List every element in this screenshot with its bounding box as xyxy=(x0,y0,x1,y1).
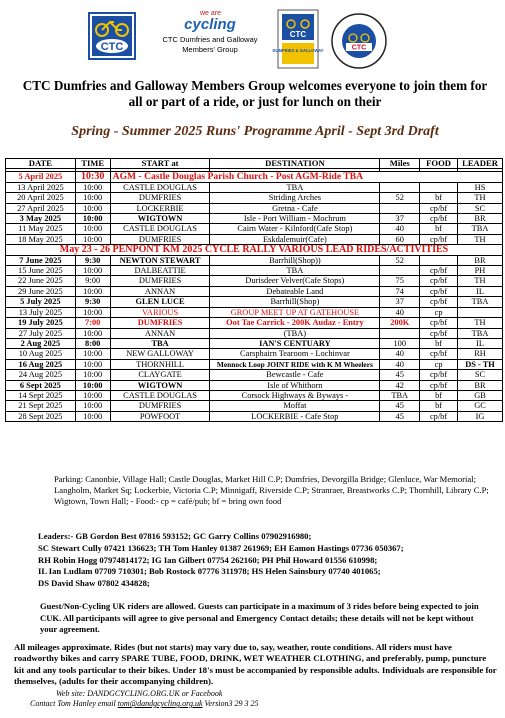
cell-date: 7 June 2025 xyxy=(6,255,76,265)
cell-time: 10:00 xyxy=(75,203,110,213)
leaders-line: DS David Shaw 07802 434828; xyxy=(38,578,150,589)
cell-time: 10:00 xyxy=(75,286,110,296)
cell-destination: Debateable Land xyxy=(210,286,380,296)
cell-leader: GB xyxy=(458,390,503,400)
cell-time: 10:30 xyxy=(75,172,110,182)
cell-time: 9:30 xyxy=(75,255,110,265)
cell-miles: 40 xyxy=(380,349,420,359)
cell-date: 5 July 2025 xyxy=(6,297,76,307)
cell-start: DUMFRIES xyxy=(110,193,210,203)
cell-food: cp/bf xyxy=(420,411,458,421)
cell-leader xyxy=(458,307,503,317)
cell-start: TBA xyxy=(110,338,210,348)
table-row xyxy=(6,255,503,265)
cell-leader: TH xyxy=(458,318,503,328)
cell-miles: 45 xyxy=(380,370,420,380)
cell-start: DUMFRIES xyxy=(110,318,210,328)
cell-start: CASTLE DOUGLAS xyxy=(110,390,210,400)
cell-food: cp/bf xyxy=(420,266,458,276)
cell-destination: Eskdalemuir(Cafe) xyxy=(210,234,380,244)
svg-text:DUMFRIES & GALLOWAY: DUMFRIES & GALLOWAY xyxy=(272,48,324,53)
cell-time: 8:00 xyxy=(75,338,110,348)
cell-time: 10:00 xyxy=(75,224,110,234)
runs-programme-table xyxy=(5,158,503,422)
logo-strip xyxy=(0,4,505,76)
cell-destination: Moffat xyxy=(210,401,380,411)
leaders-line: IL Ian Ludlam 07709 710301; Bob Rostock 07776 311978; HS Helen Sainsbury 07740 401065; xyxy=(38,566,381,577)
cell-destination: LOCKERBIE - Cafe Stop xyxy=(210,411,380,421)
website-label: Web site: xyxy=(56,689,86,698)
cell-date: 10 Aug 2025 xyxy=(6,349,76,359)
table-row xyxy=(6,401,503,411)
cell-food: cp/bf xyxy=(420,276,458,286)
version-text: Version3 29 3 25 xyxy=(204,699,259,708)
facebook-link[interactable]: Facebook xyxy=(190,689,223,698)
cell-leader: DS - TH xyxy=(458,359,503,369)
cell-start: THORNHILL xyxy=(110,359,210,369)
cell-food: bf xyxy=(420,390,458,400)
cell-miles: 45 xyxy=(380,411,420,421)
cell-miles: 45 xyxy=(380,401,420,411)
cell-start: ANNAN xyxy=(110,328,210,338)
contact-label: Contact Tom Hanley email xyxy=(30,699,116,708)
cell-destination: Mennock Loop JOINT RIDE with K M Wheelers xyxy=(210,359,380,369)
cell-date: 27 July 2025 xyxy=(6,328,76,338)
table-row xyxy=(6,276,503,286)
cell-food: cp/bf xyxy=(420,328,458,338)
contact-footer xyxy=(30,689,470,709)
cell-start: GLEN LUCE xyxy=(110,297,210,307)
cell-food: bf xyxy=(420,193,458,203)
cell-time: 10:00 xyxy=(75,411,110,421)
table-row xyxy=(6,411,503,421)
cell-start: DALBEATTIE xyxy=(110,266,210,276)
col-header-miles: Miles xyxy=(380,159,420,169)
cell-destination: Isle of Whithorn xyxy=(210,380,380,390)
col-header-food: FOOD xyxy=(420,159,458,169)
cell-destination: TBA xyxy=(210,182,380,192)
cell-date: 19 July 2025 xyxy=(6,318,76,328)
cell-date: 6 Sept 2025 xyxy=(6,380,76,390)
cell-date: 11 May 2025 xyxy=(6,224,76,234)
svg-text:CTC: CTC xyxy=(289,30,307,39)
svg-text:CTC: CTC xyxy=(351,44,367,52)
or-text: or xyxy=(181,689,189,698)
cell-date: 3 May 2025 xyxy=(6,214,76,224)
cell-destination: Bewcastle - Cafe xyxy=(210,370,380,380)
cell-start: LOCKERBIE xyxy=(110,203,210,213)
table-header-row xyxy=(6,159,503,169)
leaders-line: RH Robin Hogg 07974814172; IG Ian Gilbert 07754 262160; PH Phil Howard 01556 610998; xyxy=(38,554,378,565)
cell-destination: Durisdeer Velver(Cafe Stops) xyxy=(210,276,380,286)
cell-leader: HS xyxy=(458,182,503,192)
cell-food xyxy=(420,255,458,265)
cell-destination: Corsock Highways & Byways - xyxy=(210,390,380,400)
cell-date: 15 June 2025 xyxy=(6,266,76,276)
col-header-time: TIME xyxy=(75,159,110,169)
table-row xyxy=(6,318,503,328)
cell-time: 10:00 xyxy=(75,390,110,400)
cell-food: cp xyxy=(420,359,458,369)
programme-subtitle: Spring - Summer 2025 Runs' Programme April - Sept 3rd Draft xyxy=(71,124,439,139)
cell-miles xyxy=(380,328,420,338)
cell-miles: TBA xyxy=(380,390,420,400)
cell-date: 24 Aug 2025 xyxy=(6,370,76,380)
cell-food: bf xyxy=(420,224,458,234)
cell-destination: Gretna - Cafe xyxy=(210,203,380,213)
table-row xyxy=(6,203,503,213)
cycling-group-logo xyxy=(150,8,270,66)
cell-leader: TH xyxy=(458,276,503,286)
cell-miles: 37 xyxy=(380,297,420,307)
table-row xyxy=(6,370,503,380)
cell-time: 10:00 xyxy=(75,234,110,244)
cell-time: 10:00 xyxy=(75,266,110,276)
leaders-line: SC Stewart Cully 07421 136623; TH Tom Hanley 01387 261969; EH Eamon Hastings 07736 050367; xyxy=(38,542,404,553)
email-link[interactable]: tom@dandgcycling.org.uk xyxy=(117,699,203,708)
cell-leader: TH xyxy=(458,234,503,244)
cell-miles: 40 xyxy=(380,359,420,369)
cell-start: WIGTOWN xyxy=(110,380,210,390)
cell-leader: BR xyxy=(458,255,503,265)
cell-miles: 74 xyxy=(380,286,420,296)
col-header-date: DATE xyxy=(6,159,76,169)
col-header-start: START at xyxy=(110,159,210,169)
cell-food: cp/bf xyxy=(420,203,458,213)
table-row xyxy=(6,234,503,244)
table-row xyxy=(6,349,503,359)
cell-time: 10:00 xyxy=(75,214,110,224)
cell-date: 16 Aug 2025 xyxy=(6,359,76,369)
table-row xyxy=(6,307,503,317)
cell-start: NEWTON STEWART xyxy=(110,255,210,265)
leaders-contact-list xyxy=(38,531,498,590)
cell-miles: 37 xyxy=(380,214,420,224)
runs-table-body xyxy=(6,169,503,422)
cell-leader: BR xyxy=(458,380,503,390)
cell-start: CLAYGATE xyxy=(110,370,210,380)
cell-destination: Isle - Port William - Mochrum xyxy=(210,214,380,224)
svg-text:CTC: CTC xyxy=(100,41,124,53)
cell-start: DUMFRIES xyxy=(110,276,210,286)
table-row xyxy=(6,338,503,348)
mileage-disclaimer: All mileages approximate. Rides (but not starts) may vary due to, say, weather, route conditions. All riders must have roadworthy bikes and carry SPARE TUBE, FOOD, DRINK, WET WEATHER CLOTHING, and preferably, pump, puncture kit and any tools particular to their bikes. Under 18's must be accompanied by responsible adults. Individuals are responsible for themselves, (adults for their accompanying children). xyxy=(14,642,497,686)
cell-date: 20 April 2025 xyxy=(6,193,76,203)
cell-miles: 200K xyxy=(380,318,420,328)
cell-food: cp/bf xyxy=(420,214,458,224)
table-row xyxy=(6,286,503,296)
cell-destination: Barrhill(Shop) xyxy=(210,297,380,307)
cell-leader: TBA xyxy=(458,328,503,338)
cell-miles: 100 xyxy=(380,338,420,348)
contact-line xyxy=(30,699,470,709)
cell-start: DUMFRIES xyxy=(110,234,210,244)
col-header-leader: LEADER xyxy=(458,159,503,169)
cell-destination: Striding Arches xyxy=(210,193,380,203)
cell-date: 28 Sept 2025 xyxy=(6,411,76,421)
agm-banner: AGM - Castle Douglas Parish Church - Post AGM-Ride TBA xyxy=(110,172,502,182)
cell-date: 22 June 2025 xyxy=(6,276,76,286)
cycle-club-round-logo xyxy=(330,12,388,70)
cell-date: 27 April 2025 xyxy=(6,203,76,213)
cell-time: 10:00 xyxy=(75,307,110,317)
cell-destination: Barrhill(Shop)) xyxy=(210,255,380,265)
table-row xyxy=(6,328,503,338)
cell-leader: TH xyxy=(458,193,503,203)
cell-miles: 75 xyxy=(380,276,420,286)
cell-time: 7:00 xyxy=(75,318,110,328)
website-link[interactable]: DANDGCYCLING.ORG.UK xyxy=(87,689,180,698)
cell-date: 5 April 2025 xyxy=(6,172,76,182)
cell-date: 14 Sept 2025 xyxy=(6,390,76,400)
cell-time: 10:00 xyxy=(75,401,110,411)
cell-date: 13 July 2025 xyxy=(6,307,76,317)
cell-date: 21 Sept 2025 xyxy=(6,401,76,411)
cell-destination: GROUP MEET UP AT GATEHOUSE xyxy=(210,307,380,317)
cell-time: 9:00 xyxy=(75,276,110,286)
cell-start: POWFOOT xyxy=(110,411,210,421)
col-header-destination: DESTINATION xyxy=(210,159,380,169)
cell-food: cp/bf xyxy=(420,370,458,380)
cell-miles xyxy=(380,266,420,276)
group-subtitle: CTC Dumfries and Galloway Members' Group xyxy=(162,35,258,54)
cell-date: 29 June 2025 xyxy=(6,286,76,296)
cell-miles xyxy=(380,182,420,192)
cell-date: 2 Aug 2025 xyxy=(6,338,76,348)
dumfries-galloway-logo xyxy=(272,10,324,68)
cell-food: cp/bf xyxy=(420,380,458,390)
cell-time: 10:00 xyxy=(75,193,110,203)
cell-leader: SC xyxy=(458,370,503,380)
cell-time: 10:00 xyxy=(75,182,110,192)
cell-destination: (TBA) xyxy=(210,328,380,338)
cell-date: 13 April 2025 xyxy=(6,182,76,192)
cell-food: cp/bf xyxy=(420,297,458,307)
guest-policy: Guest/Non-Cycling UK riders are allowed. Guests can participate in a maximum of 3 rides before being expected to join CUK. All participants will agree to give personal and Emergency Contact details; these details will not be kept without your agreement. xyxy=(40,601,479,635)
cell-leader: BR xyxy=(458,214,503,224)
cell-time: 10:00 xyxy=(75,370,110,380)
cell-leader: GC xyxy=(458,401,503,411)
cell-food: cp/bf xyxy=(420,318,458,328)
cell-destination: IAN'S CENTUARY xyxy=(210,338,380,348)
cell-food: cp/bf xyxy=(420,234,458,244)
cell-miles: 40 xyxy=(380,224,420,234)
cell-start: VARIOUS xyxy=(110,307,210,317)
table-row xyxy=(6,214,503,224)
cell-destination: Cairn Water - Kilnford(Cafe Stop) xyxy=(210,224,380,234)
cell-leader: TBA xyxy=(458,224,503,234)
cell-miles: 52 xyxy=(380,255,420,265)
cell-food xyxy=(420,182,458,192)
cell-leader: TBA xyxy=(458,297,503,307)
cell-miles: 60 xyxy=(380,234,420,244)
cell-leader: SC xyxy=(458,203,503,213)
table-row xyxy=(6,266,503,276)
cell-start: DUMFRIES xyxy=(110,401,210,411)
table-row xyxy=(6,182,503,192)
cell-food: bf xyxy=(420,338,458,348)
table-row xyxy=(6,359,503,369)
cell-time: 10:00 xyxy=(75,359,110,369)
cycling-wordmark: cycling xyxy=(184,16,236,33)
cell-food: cp/bf xyxy=(420,286,458,296)
cell-time: 9:30 xyxy=(75,297,110,307)
cell-time: 10:00 xyxy=(75,349,110,359)
website-line xyxy=(30,689,470,699)
table-row xyxy=(6,172,503,182)
cell-start: CASTLE DOUGLAS xyxy=(110,182,210,192)
cell-time: 10:00 xyxy=(75,328,110,338)
cell-food: cp/bf xyxy=(420,349,458,359)
we-are-text: we are xyxy=(200,10,222,17)
rally-banner: May 23 - 26 PENPONT KM 2025 CYCLE RALLY VARIOUS LEAD RIDES/ACTIVITIES xyxy=(6,245,503,255)
cell-food: bf xyxy=(420,401,458,411)
table-row xyxy=(6,390,503,400)
cell-leader: IL xyxy=(458,286,503,296)
table-row xyxy=(6,193,503,203)
cell-miles xyxy=(380,203,420,213)
cell-miles: 52 xyxy=(380,193,420,203)
parking-info: Parking: Canonbie, Village Hall; Castle Douglas, Market Hill C.P; Dumfries, Devorgilla Bridge; Glenluce, War Memorial; Langholm, Market Sq; Lockerbie, Victoria C.P; Minnigaff, Riverside C.P; Stranraer, Breastworks C.P; Thornhill, Library C.P; Wigtown, Town Hall; - Food:- cp = café/pub; bf = bring own food xyxy=(54,474,489,507)
cell-leader: IG xyxy=(458,411,503,421)
cell-miles: 42 xyxy=(380,380,420,390)
cell-destination: Carsphairn Tearoom - Lochinvar xyxy=(210,349,380,359)
table-row xyxy=(6,380,503,390)
ctc-logo xyxy=(88,12,136,60)
cell-miles: 40 xyxy=(380,307,420,317)
cell-time: 10:00 xyxy=(75,380,110,390)
cell-leader: PH xyxy=(458,266,503,276)
leaders-line: Leaders:- GB Gordon Best 07816 593152; GC Garry Collins 07902916980; xyxy=(38,531,312,541)
cell-destination: TBA xyxy=(210,266,380,276)
cell-start: ANNAN xyxy=(110,286,210,296)
cell-start: NEW GALLOWAY xyxy=(110,349,210,359)
table-row xyxy=(6,245,503,255)
cell-date: 18 May 2025 xyxy=(6,234,76,244)
cell-food: cp xyxy=(420,307,458,317)
table-row xyxy=(6,224,503,234)
table-row xyxy=(6,297,503,307)
cell-start: CASTLE DOUGLAS xyxy=(110,224,210,234)
welcome-headline: CTC Dumfries and Galloway Members Group welcomes everyone to join them for all or part of a ride, or just for lunch on their xyxy=(22,78,488,109)
cell-destination: Oot Tae Carrick - 200K Audaz - Entry xyxy=(210,318,380,328)
cell-leader: IL xyxy=(458,338,503,348)
cell-leader: RH xyxy=(458,349,503,359)
cell-start: WIGTOWN xyxy=(110,214,210,224)
